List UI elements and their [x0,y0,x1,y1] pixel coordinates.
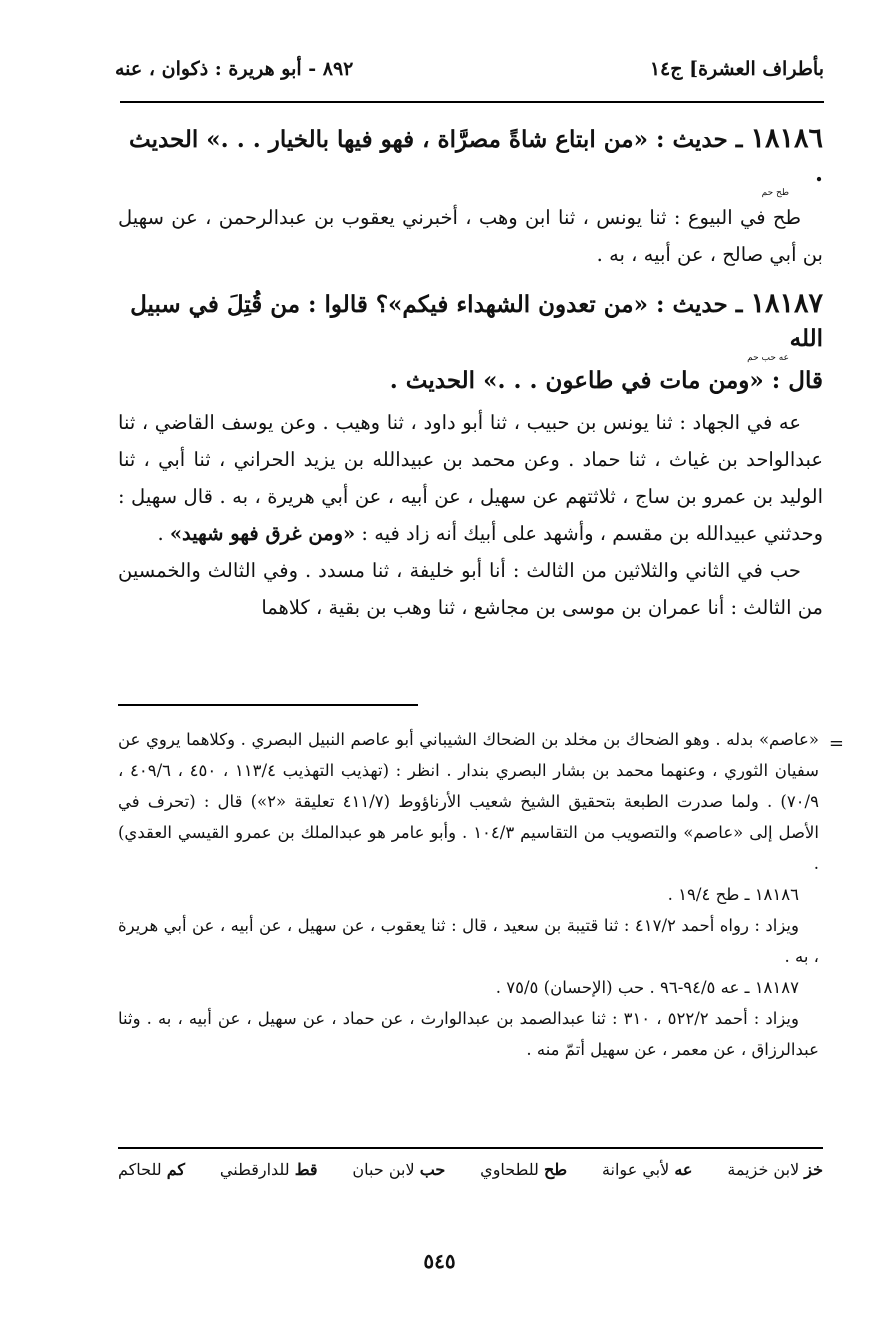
abbreviation-item [352,1160,445,1179]
entry-heading [118,122,823,191]
abbreviation-item [602,1160,693,1179]
abbreviations-divider [118,1147,823,1149]
entry-heading-text: ـ حديث : «من تعدون الشهداء فيكم»؟ قالوا : من قُتِلَ في سبيل الله [130,291,823,352]
header-divider [120,101,824,103]
hadith-entry-18187 [118,287,823,626]
abbreviation-item [727,1160,823,1179]
page-number: ٥٤٥ [423,1249,456,1273]
abbreviation-code: خز [804,1160,823,1179]
footnote-divider [118,704,418,706]
entry-number: ١٨١٨٦ [750,123,823,154]
main-text [118,122,823,626]
footnote-paragraph: ويزاد : رواه أحمد ٤١٧/٢ : ثنا قتيبة بن سعيد ، قال : ثنا يعقوب ، عن سهيل ، عن أبيه ، عن أبي هريرة ، به . [118,916,819,966]
entry-heading [118,287,823,356]
abbreviation-item [480,1160,567,1179]
abbreviation-code: حب [419,1160,446,1179]
running-head-title: بأطراف العشرة] ج١٤ [649,58,824,80]
abbreviation-name: لابن خزيمة [727,1160,800,1179]
running-head [115,58,824,92]
entry-quote-end: . [157,522,170,545]
entry-heading-text: ـ حديث : «من ابتاع شاةً مصرَّاة ، فهو فيها بالخيار . . .» الحديث . [129,126,823,187]
spacer [118,273,823,279]
abbreviation-name: للدارقطني [219,1160,290,1179]
abbreviations-key [118,1160,823,1179]
abbreviation-name: لابن حبان [352,1160,415,1179]
entry-paragraph: طح في البيوع : ثنا يونس ، ثنا ابن وهب ، أخبرني يعقوب بن عبدالرحمن ، عن سهيل بن أبي صالح ، عن أبيه ، به . [118,206,823,266]
entry-paragraph: حب في الثاني والثلاثين من الثالث : أنا أبو خليفة ، ثنا مسدد . وفي الثالث والخمسين من الثالث : أنا عمران بن موسى بن مجاشع ، ثنا وهب بن بقية ، كلاهما [118,559,823,619]
abbreviation-code: كم [166,1160,186,1179]
abbreviation-name: للحاكم [118,1160,162,1179]
abbreviation-code: طح [544,1160,568,1179]
abbreviation-name: للطحاوي [480,1160,539,1179]
footnote-paragraph: ١٨١٨٦ ـ طح ١٩/٤ . [667,885,799,904]
abbreviation-name: لأبي عوانة [601,1160,670,1179]
footnote-continuation-mark: = [828,733,844,754]
footnote-paragraph: «عاصم» بدله . وهو الضحاك بن مخلد بن الضحاك الشيباني أبو عاصم النبيل البصري . وكلاهما يروي عن سفيان الثوري ، وعنهما محمد بن بشار البصري بندار . انظر : (تهذيب التهذيب ١١٣/٤ ، ٤٥٠ ، ٤٠٩/٦ ، ٧٠/٩) . ولما صدرت الطبعة بتحقيق الشيخ شعيب الأرناؤوط (٤١١/٧ تعليقة «٢») قال : (تحرف في الأصل إلى «عاصم» والتصويب من التقاسيم ١٠٤/٣ . وأبو عامر هو عبدالملك بن عمرو القيسي العقدي) . [118,730,819,873]
footnote-paragraph: ويزاد : أحمد ٥٢٢/٢ ، ٣١٠ : ثنا عبدالصمد بن عبدالوارث ، عن حماد ، عن سهيل ، عن أبيه ، به . وثنا عبدالرزاق ، عن معمر ، عن سهيل أتمّ منه . [118,1009,819,1059]
entry-paragraph-text: عه في الجهاد : ثنا يونس بن حبيب ، ثنا أبو داود ، ثنا وهيب . وعن يوسف القاضي ، ثنا عبدالواحد بن غياث ، ثنا حماد . وعن محمد بن عبيدالله بن يزيد الحراني ، ثنا أبي ، ثنا الوليد بن عمرو بن ساج ، ثلاثتهم عن سهيل ، عن أبيه ، عن أبي هريرة ، به . قال سهيل : وحدثني عبيدالله بن مقسم ، وأشهد على أبيك أنه زاد فيه : [118,411,823,545]
entry-number: ١٨١٨٧ [750,288,823,319]
entry-sigla: عه حب حم [747,353,789,363]
entry-paragraph [118,404,823,552]
entry-quote: «ومن غرق فهو شهيد» [169,522,356,545]
abbreviation-code: عه [674,1160,693,1179]
running-head-section: ٨٩٢ - أبو هريرة : ذكوان ، عنه [115,58,354,80]
entry-sigla: طح حم [761,188,789,198]
entry-heading-continuation: قال : «ومن مات في طاعون . . .» الحديث . [389,367,823,394]
hadith-entry-18186 [118,122,823,273]
abbreviation-item [118,1160,185,1179]
abbreviation-code: قط [294,1160,318,1179]
footnote-paragraph: ١٨١٨٧ ـ عه ٩٤/٥-٩٦ . حب (الإحسان) ٧٥/٥ . [495,978,799,997]
abbreviation-item [220,1160,318,1179]
footnotes [118,724,844,1065]
